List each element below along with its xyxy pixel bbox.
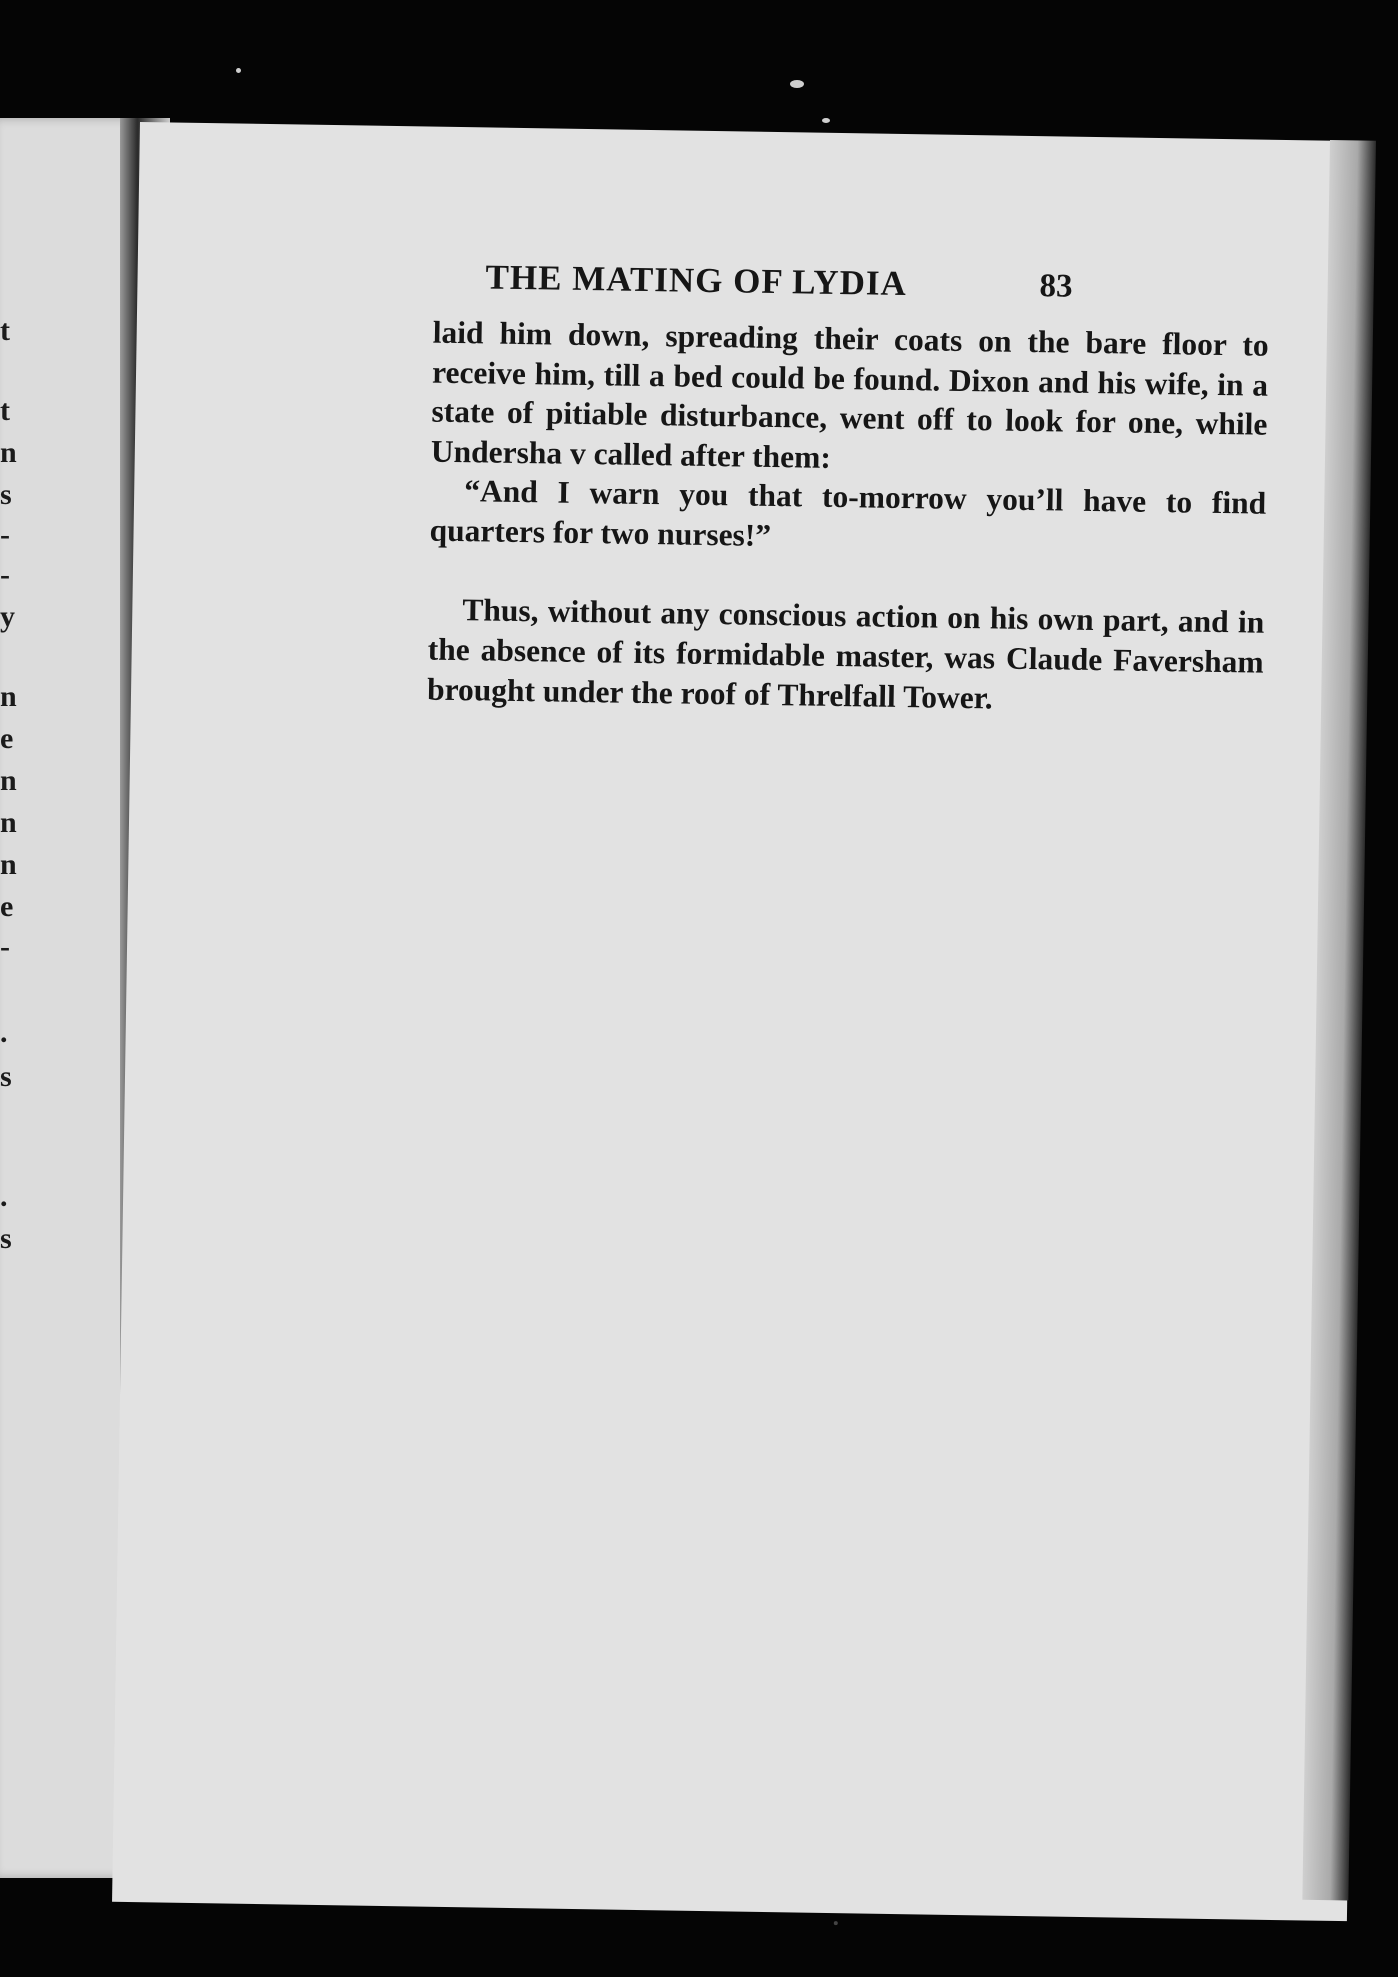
print-speck [834, 1921, 838, 1925]
page-content [281, 254, 1268, 722]
line-end-fragment: - [0, 518, 10, 551]
line-end-fragment: t [0, 394, 10, 427]
line-end-fragment: - [0, 930, 10, 963]
line-end-fragment: n [0, 436, 17, 469]
line-end-fragment: s [0, 478, 12, 511]
paragraph: “And I warn you that to-morrow you’ll have to find quarters for two nurses!” [429, 473, 1267, 553]
body-text [427, 313, 1269, 723]
page-number: 83 [1039, 268, 1073, 305]
line-end-fragment: n [0, 848, 17, 881]
line-end-fragment: . [0, 1180, 8, 1213]
running-title: THE MATING OF LYDIA [485, 257, 908, 304]
line-end-fragment: e [0, 722, 14, 755]
dust-speck [790, 80, 804, 88]
line-end-fragment: s [0, 1222, 12, 1255]
line-end-fragment: n [0, 806, 17, 839]
line-end-fragment: t [0, 314, 10, 347]
paragraph: laid him down, spreading their coats on the bare floor to receive him, till a bed could be found. Dixon and his wife, in a state of pitiable disturbance, went off to look for one, while Undersha v called after them: [430, 314, 1269, 475]
dust-speck [236, 68, 241, 73]
running-head [287, 254, 1268, 319]
line-end-fragment: s [0, 1060, 12, 1093]
line-end-fragment: . [0, 1016, 8, 1049]
line-end-fragment: e [0, 890, 14, 923]
line-end-fragment: n [0, 764, 17, 797]
line-end-fragment: n [0, 680, 17, 713]
page [112, 122, 1375, 1921]
line-end-fragment: - [0, 558, 10, 591]
line-end-fragment: y [0, 600, 15, 633]
paragraph: Thus, without any conscious action on his own part, and in the absence of its formidable master, was Claude Faversham brought under the roof of Threlfall Tower. [426, 592, 1265, 716]
dust-speck [822, 118, 830, 123]
